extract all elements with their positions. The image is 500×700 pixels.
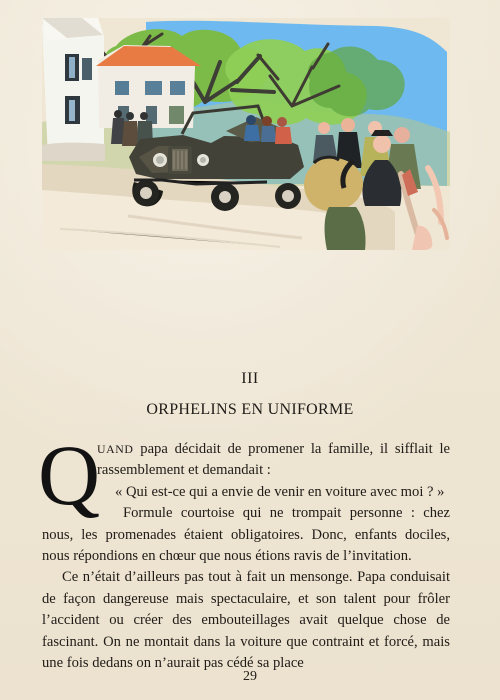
opening-smallcaps: UAND [97, 442, 134, 456]
opening-sentence: papa décidait de promener la famille, il sifflait le rassemblement et demandait : [97, 441, 450, 479]
chapter-number: III [241, 370, 259, 387]
dropcap-letter: Q [38, 427, 101, 523]
illustration-car-scene [42, 18, 450, 250]
chapter-body [38, 427, 450, 674]
page-number: 29 [243, 669, 257, 684]
paragraph-mensonge: Ce n’était d’ailleurs pas tout à fait un mensonge. Papa conduisait de façon dangereuse mais spectaculaire, et son talent pour frôler l’accident ou créer des embouteillages avait quelque chose de fascinant. On ne montait dans la voiture que contraint et forcé, mais une fois dedans on n’aurait pas cédé sa place [42, 569, 450, 672]
paragraph-formule: Formule courtoise qui ne trompait personne : chez nous, les promenades étaient obligatoires. Donc, enfants dociles, nous répondions en chœur que nous étions ravis de l’invitation. [42, 505, 450, 565]
quoted-question: « Qui est-ce qui a envie de venir en voiture avec moi ? » [115, 483, 445, 500]
chapter-title: ORPHELINS EN UNIFORME [146, 401, 354, 418]
